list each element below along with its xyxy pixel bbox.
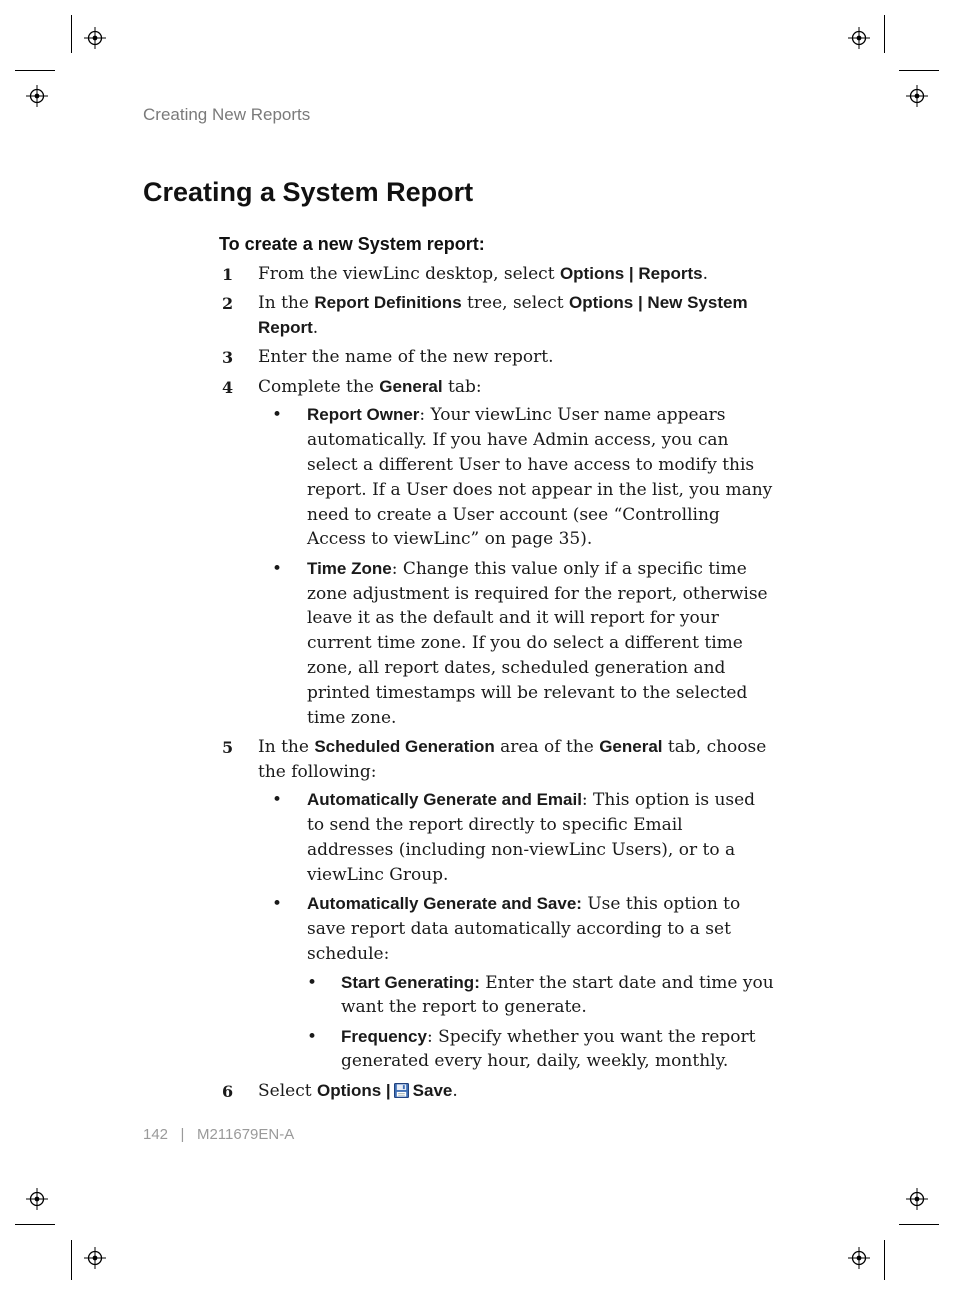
step-text: tab, choose the following: xyxy=(258,736,767,782)
step-text: tab: xyxy=(442,376,482,397)
footer-separator: | xyxy=(180,1126,185,1143)
step-text: Complete the xyxy=(258,376,380,397)
bullet-item xyxy=(258,403,774,552)
step-text: area of the xyxy=(494,736,600,757)
crop-line xyxy=(71,15,72,53)
bullet-text: : Change this value only if a specific time zone adjustment is required for the report, otherwise leave it as the default and it will report for your current time zone. If you do select a different time zone, all report dates, scheduled generation and printed timestamps will be relevant to the selected time zone. xyxy=(307,558,768,728)
crop-line xyxy=(71,1240,72,1280)
bullet-term: Start Generating: xyxy=(341,972,480,992)
step-item xyxy=(222,375,774,731)
bullet-icon: • xyxy=(272,405,283,426)
bullet-text: Enter the start date and time you want the report to generate. xyxy=(341,972,774,1018)
running-header: Creating New Reports xyxy=(143,105,311,124)
page-number: 142 xyxy=(143,1126,169,1143)
bullet-icon: • xyxy=(307,1026,318,1047)
step-text: In the xyxy=(258,293,315,314)
step-text: tree, select xyxy=(461,293,569,314)
step-item xyxy=(222,735,774,1074)
registration-mark-icon xyxy=(84,27,106,49)
ui-label: Save xyxy=(412,1080,453,1100)
bullet-text: : Your viewLinc User name appears automatically. If you have Admin access, you can select a different User to have access to modify this report. If a User does not appear in the list, you many need to create a User account (see “Controlling Access to viewLinc” on page 35). xyxy=(307,405,773,550)
ui-label: General xyxy=(379,376,443,396)
step-number: 3 xyxy=(222,348,234,368)
bullet-term: Automatically Generate and Save: xyxy=(307,894,582,914)
save-icon xyxy=(394,1083,409,1098)
steps-list xyxy=(222,262,774,1108)
step-number: 2 xyxy=(222,294,234,314)
bullet-list xyxy=(258,403,774,730)
bullet-item xyxy=(258,557,774,731)
bullet-item xyxy=(258,788,774,887)
bullet-term: Frequency xyxy=(341,1026,427,1046)
registration-mark-icon xyxy=(906,85,928,107)
step-text: Enter the name of the new report. xyxy=(258,347,554,368)
step-number: 6 xyxy=(222,1081,234,1101)
bullet-list xyxy=(258,788,774,1074)
crop-line xyxy=(899,70,939,71)
ui-label: Options | New System Report xyxy=(258,293,748,338)
step-item xyxy=(222,262,774,287)
bullet-icon: • xyxy=(272,790,283,811)
crop-line xyxy=(899,1224,939,1225)
bullet-term: Automatically Generate and Email xyxy=(307,790,582,810)
step-number: 5 xyxy=(222,737,234,757)
procedure-heading: To create a new System report: xyxy=(219,234,485,254)
step-text: . xyxy=(312,318,319,339)
registration-mark-icon xyxy=(848,27,870,49)
ui-label: Options | Reports xyxy=(559,264,703,283)
bullet-term: Time Zone xyxy=(307,558,392,578)
bullet-term: Report Owner xyxy=(307,405,420,425)
step-text: . xyxy=(702,264,709,284)
document-id: M211679EN-A xyxy=(196,1126,295,1143)
bullet-item xyxy=(258,892,774,1074)
bullet-text: : Specify whether you want the report generated every hour, daily, weekly, monthly. xyxy=(341,1026,756,1072)
step-text: Select xyxy=(258,1080,317,1101)
registration-mark-icon xyxy=(848,1247,870,1269)
sub-bullet-item xyxy=(307,1025,774,1075)
registration-mark-icon xyxy=(26,1188,48,1210)
bullet-icon: • xyxy=(307,972,318,993)
step-item xyxy=(222,345,774,370)
crop-line xyxy=(884,1240,885,1280)
step-text: . xyxy=(452,1080,458,1101)
step-text: From the viewLinc desktop, select xyxy=(258,264,560,284)
page-title: Creating a System Report xyxy=(143,177,474,207)
step-number: 4 xyxy=(222,377,234,397)
sub-bullet-list xyxy=(307,971,774,1075)
step-text: In the xyxy=(258,736,315,757)
ui-label: Options | xyxy=(316,1080,391,1100)
bullet-icon: • xyxy=(272,894,283,915)
crop-line xyxy=(15,1224,55,1225)
ui-label: General xyxy=(599,736,663,756)
bullet-icon: • xyxy=(272,558,283,579)
step-item xyxy=(222,1079,774,1104)
registration-mark-icon xyxy=(906,1188,928,1210)
ui-label: Scheduled Generation xyxy=(314,736,495,756)
ui-label: Report Definitions xyxy=(314,293,462,313)
sub-bullet-item xyxy=(307,971,774,1021)
step-item xyxy=(222,291,774,341)
registration-mark-icon xyxy=(84,1247,106,1269)
crop-line xyxy=(884,15,885,53)
step-number: 1 xyxy=(222,265,234,284)
bullet-text: : This option is used to send the report directly to specific Email addresses (including non-viewLinc Users), or to a viewLinc Group. xyxy=(307,790,756,885)
registration-mark-icon xyxy=(26,85,48,107)
page-footer xyxy=(143,1126,294,1143)
crop-line xyxy=(15,70,55,71)
bullet-text: Use this option to save report data automatically according to a set schedule: xyxy=(307,894,741,964)
